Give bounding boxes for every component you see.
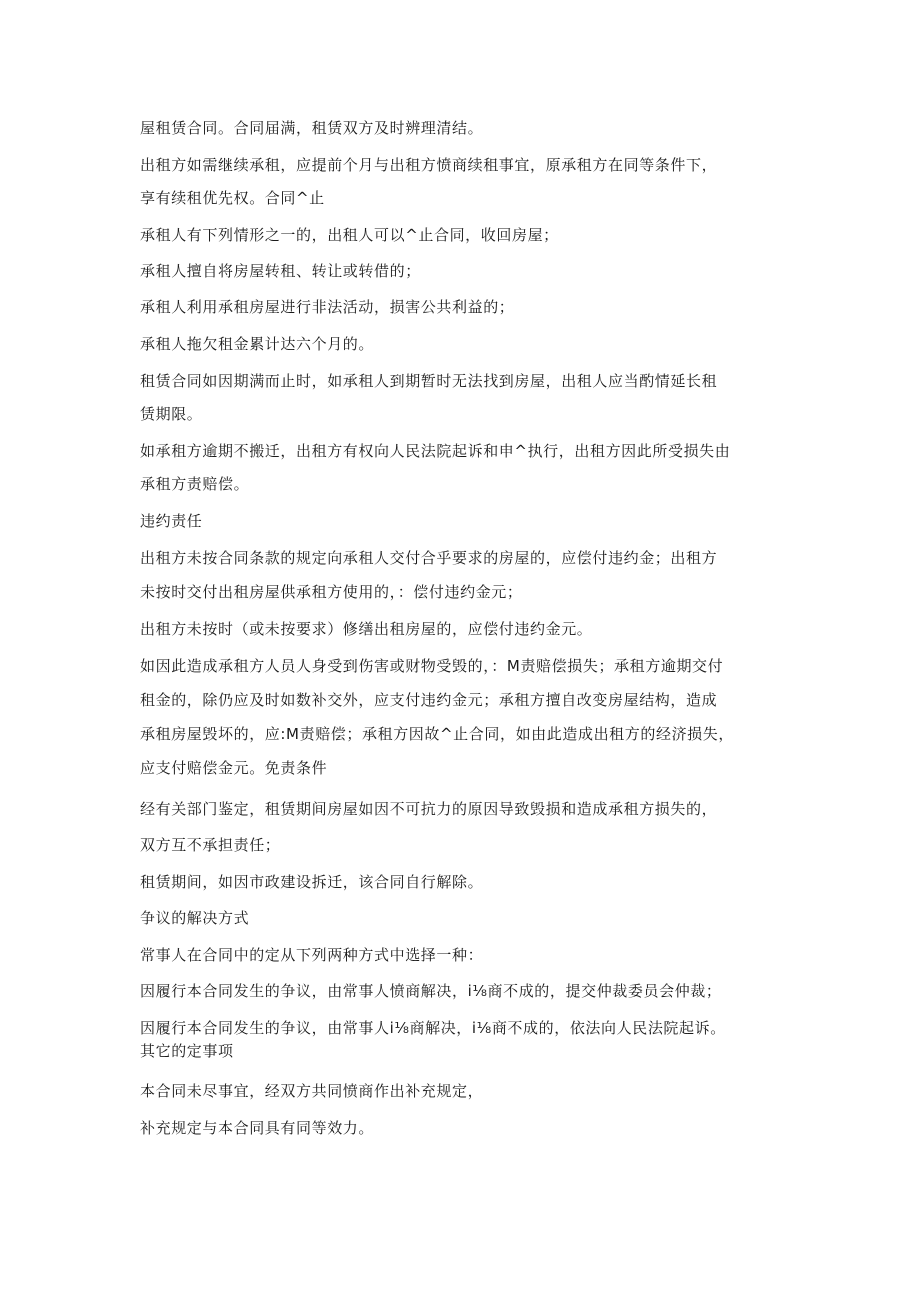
section-heading: 其它的定事项 <box>140 1042 234 1060</box>
text-line: 租金的，除仍应及时如数补交外，应支付违约金元；承租方擅自改变房屋结构，造成 <box>140 691 718 709</box>
text-line: 应支付赔偿金元。免责条件 <box>140 759 328 777</box>
text-line: 屋租赁合同。合同届满，租赁双方及时辨理清结。 <box>140 119 484 137</box>
text-line: 承租方责赔偿。 <box>140 475 250 493</box>
text-line: 承租人利用承租房屋进行非法活动，损害公共利益的； <box>140 298 515 316</box>
text-line: 常事人在合同中的定从下列两种方式中选择一种： <box>140 946 484 964</box>
text-line: 如因此造成承租方人员人身受到伤害或财物受毁的，：M责赔偿损失；承租方逾期交付 <box>140 657 724 675</box>
text-line: 补充规定与本合同具有同等效力。 <box>140 1119 375 1137</box>
text-line: 双方互不承担责任； <box>140 836 281 854</box>
text-line: 承租人拖欠租金累计达六个月的。 <box>140 335 375 353</box>
text-line: 因履行本合同发生的争议，由常事人愤商解决，i⅛商不成的，提交仲裁委员会仲裁； <box>140 982 722 1000</box>
section-heading: 违约责任 <box>140 512 203 530</box>
text-line: 本合同未尽事宜，经双方共同愤商作出补充规定， <box>140 1082 484 1100</box>
text-line: 因履行本合同发生的争议，由常事人i⅛商解决，i⅛商不成的，依法向人民法院起诉。 <box>140 1019 726 1037</box>
text-line: 租赁合同如因期满而止时，如承租人到期暂时无法找到房屋，出租人应当酌情延长租 <box>140 372 718 390</box>
text-line: 出租方未按时（或未按要求）修缮出租房屋的，应偿付违约金元。 <box>140 620 593 638</box>
text-line: 赁期限。 <box>140 405 203 423</box>
text-line: 租赁期间，如因市政建设拆迁，该合同自行解除。 <box>140 873 484 891</box>
text-line: 承租房屋毁坏的，应:M责赔偿；承租方因故^止合同，如由此造成出租方的经济损失， <box>140 725 734 743</box>
text-line: 出租方未按合同条款的规定向承租人交付合乎要求的房屋的，应偿付违约金；出租方 <box>140 549 718 567</box>
text-line: 出租方如需继续承租，应提前个月与出租方愤商续租事宜，原承租方在同等条件下， <box>140 156 718 174</box>
text-line: 经有关部门鉴定，租赁期间房屋如因不可抗力的原因导致毁损和造成承租方损失的， <box>140 800 718 818</box>
text-line: 如承租方逾期不搬迁，出租方有权向人民法院起诉和申^执行，出租方因此所受损失由 <box>140 442 731 460</box>
text-line: 承租人有下列情形之一的，出租人可以^止合同，收回房屋； <box>140 226 559 244</box>
text-line: 承租人擅自将房屋转租、转让或转借的； <box>140 262 421 280</box>
section-heading: 争议的解决方式 <box>140 909 250 927</box>
text-line: 享有续租优先权。合同^止 <box>140 189 325 207</box>
text-line: 未按时交付出租房屋供承租方使用的，：偿付违约金元； <box>140 583 523 601</box>
